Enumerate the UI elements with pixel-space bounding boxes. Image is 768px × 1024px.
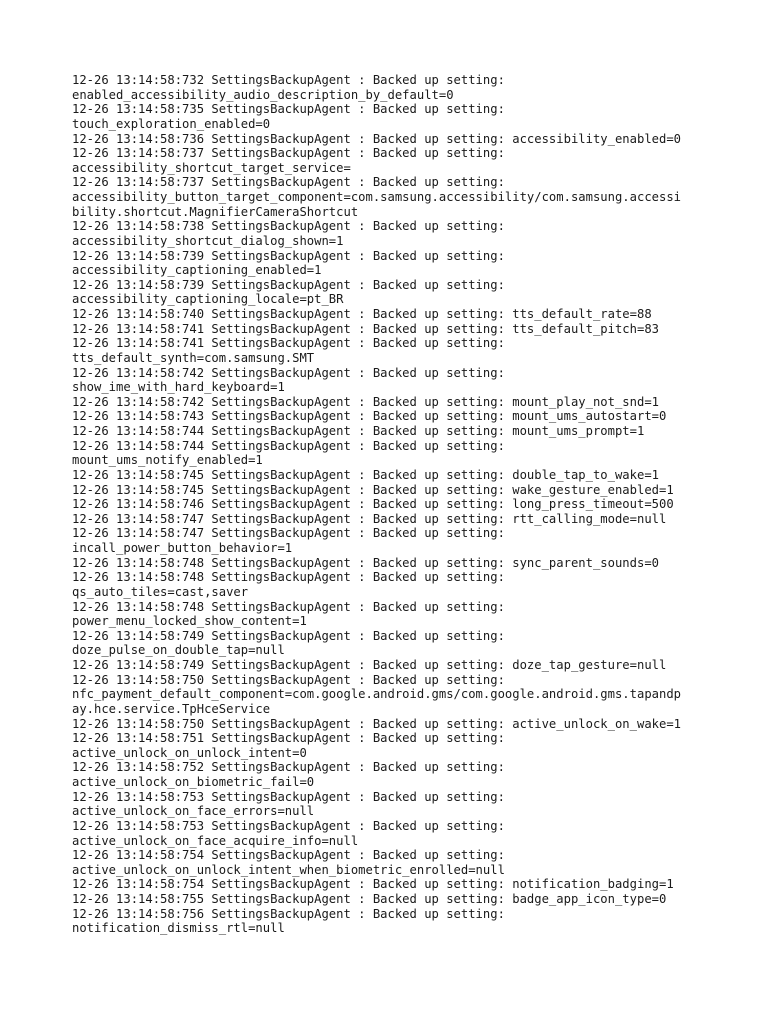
log-line: 12-26 13:14:58:737 SettingsBackupAgent : Backed up setting: — [72, 175, 505, 190]
log-line: mount_ums_notify_enabled=1 — [72, 453, 263, 468]
log-line: 12-26 13:14:58:754 SettingsBackupAgent : Backed up setting: — [72, 848, 505, 863]
log-line: 12-26 13:14:58:749 SettingsBackupAgent : Backed up setting: doze_tap_gesture=null — [72, 658, 667, 672]
log-line: notification_dismiss_rtl=null — [72, 921, 285, 936]
log-line: 12-26 13:14:58:741 SettingsBackupAgent : Backed up setting: tts_default_pitch=83 — [72, 321, 659, 336]
log-line: accessibility_button_target_component=com.samsung.accessibility/com.samsung.accessi — [72, 190, 682, 204]
log-line: 12-26 13:14:58:745 SettingsBackupAgent : Backed up setting: wake_gesture_enabled=1 — [72, 482, 674, 497]
log-line: 12-26 13:14:58:750 SettingsBackupAgent : Backed up setting: — [72, 672, 505, 687]
log-line: 12-26 13:14:58:732 SettingsBackupAgent : Backed up setting: — [72, 73, 505, 87]
log-line: 12-26 13:14:58:737 SettingsBackupAgent : Backed up setting: — [72, 146, 505, 161]
log-line: 12-26 13:14:58:753 SettingsBackupAgent : Backed up setting: — [72, 818, 505, 833]
log-line: 12-26 13:14:58:747 SettingsBackupAgent : Backed up setting: — [72, 526, 505, 541]
log-line: doze_pulse_on_double_tap=null — [72, 643, 285, 658]
log-line: active_unlock_on_biometric_fail=0 — [72, 775, 315, 789]
log-line: nfc_payment_default_component=com.google.android.gms/com.google.android.gms.tapandp — [72, 687, 682, 702]
log-document — [72, 73, 702, 936]
log-line: 12-26 13:14:58:753 SettingsBackupAgent : Backed up setting: — [72, 789, 505, 804]
log-line: touch_exploration_enabled=0 — [72, 116, 271, 131]
log-line: accessibility_captioning_enabled=1 — [72, 263, 322, 278]
log-line: 12-26 13:14:58:749 SettingsBackupAgent : Backed up setting: — [72, 628, 505, 643]
log-line: 12-26 13:14:58:739 SettingsBackupAgent : Backed up setting: — [72, 277, 505, 292]
log-line: 12-26 13:14:58:741 SettingsBackupAgent : Backed up setting: — [72, 336, 505, 351]
log-line: 12-26 13:14:58:744 SettingsBackupAgent : Backed up setting: mount_ums_prompt=1 — [72, 424, 645, 438]
log-line: show_ime_with_hard_keyboard=1 — [72, 380, 285, 395]
log-line: 12-26 13:14:58:756 SettingsBackupAgent : Backed up setting: — [72, 906, 505, 921]
log-line: bility.shortcut.MagnifierCameraShortcut — [72, 204, 359, 219]
log-line: 12-26 13:14:58:755 SettingsBackupAgent : Backed up setting: badge_app_icon_type=0 — [72, 892, 667, 906]
log-line: 12-26 13:14:58:754 SettingsBackupAgent : Backed up setting: notification_badging=1 — [72, 877, 674, 892]
log-line: active_unlock_on_face_errors=null — [72, 804, 315, 819]
log-line: tts_default_synth=com.samsung.SMT — [72, 350, 315, 365]
log-line: 12-26 13:14:58:740 SettingsBackupAgent : Backed up setting: tts_default_rate=88 — [72, 307, 652, 321]
log-line: 12-26 13:14:58:745 SettingsBackupAgent : Backed up setting: double_tap_to_wake=1 — [72, 467, 659, 482]
log-line: power_menu_locked_show_content=1 — [72, 614, 307, 629]
log-line: 12-26 13:14:58:747 SettingsBackupAgent : Backed up setting: rtt_calling_mode=null — [72, 511, 667, 526]
log-line: active_unlock_on_face_acquire_info=null — [72, 833, 359, 848]
log-line: ay.hce.service.TpHceService — [72, 701, 271, 716]
log-line: 12-26 13:14:58:752 SettingsBackupAgent : Backed up setting: — [72, 760, 505, 775]
log-line: 12-26 13:14:58:748 SettingsBackupAgent : Backed up setting: — [72, 599, 505, 614]
log-line: 12-26 13:14:58:742 SettingsBackupAgent : Backed up setting: mount_play_not_snd=1 — [72, 394, 659, 409]
log-line: incall_power_button_behavior=1 — [72, 541, 293, 555]
log-line: 12-26 13:14:58:739 SettingsBackupAgent : Backed up setting: — [72, 248, 505, 263]
log-line: 12-26 13:14:58:744 SettingsBackupAgent : Backed up setting: — [72, 438, 505, 453]
log-line: 12-26 13:14:58:751 SettingsBackupAgent : Backed up setting: — [72, 731, 505, 746]
log-line: 12-26 13:14:58:738 SettingsBackupAgent : Backed up setting: — [72, 219, 505, 234]
log-line: active_unlock_on_unlock_intent=0 — [72, 745, 307, 760]
log-line: accessibility_captioning_locale=pt_BR — [72, 292, 344, 307]
log-line: 12-26 13:14:58:746 SettingsBackupAgent : Backed up setting: long_press_timeout=500 — [72, 497, 674, 512]
log-line: 12-26 13:14:58:750 SettingsBackupAgent : Backed up setting: active_unlock_on_wake=1 — [72, 716, 682, 731]
log-line: 12-26 13:14:58:742 SettingsBackupAgent : Backed up setting: — [72, 365, 505, 380]
log-line: enabled_accessibility_audio_description_by_default=0 — [72, 87, 454, 102]
log-line: qs_auto_tiles=cast,saver — [72, 584, 249, 599]
log-line: active_unlock_on_unlock_intent_when_biometric_enrolled=null — [72, 862, 505, 877]
log-line: accessibility_shortcut_dialog_shown=1 — [72, 233, 344, 248]
log-line: 12-26 13:14:58:748 SettingsBackupAgent : Backed up setting: — [72, 570, 505, 585]
log-line: accessibility_shortcut_target_service= — [72, 160, 351, 175]
log-line: 12-26 13:14:58:736 SettingsBackupAgent : Backed up setting: accessibility_enabled=0 — [72, 131, 682, 146]
log-line: 12-26 13:14:58:748 SettingsBackupAgent : Backed up setting: sync_parent_sounds=0 — [72, 555, 659, 570]
log-line: 12-26 13:14:58:743 SettingsBackupAgent : Backed up setting: mount_ums_autostart=0 — [72, 409, 667, 424]
log-line: 12-26 13:14:58:735 SettingsBackupAgent : Backed up setting: — [72, 102, 505, 117]
